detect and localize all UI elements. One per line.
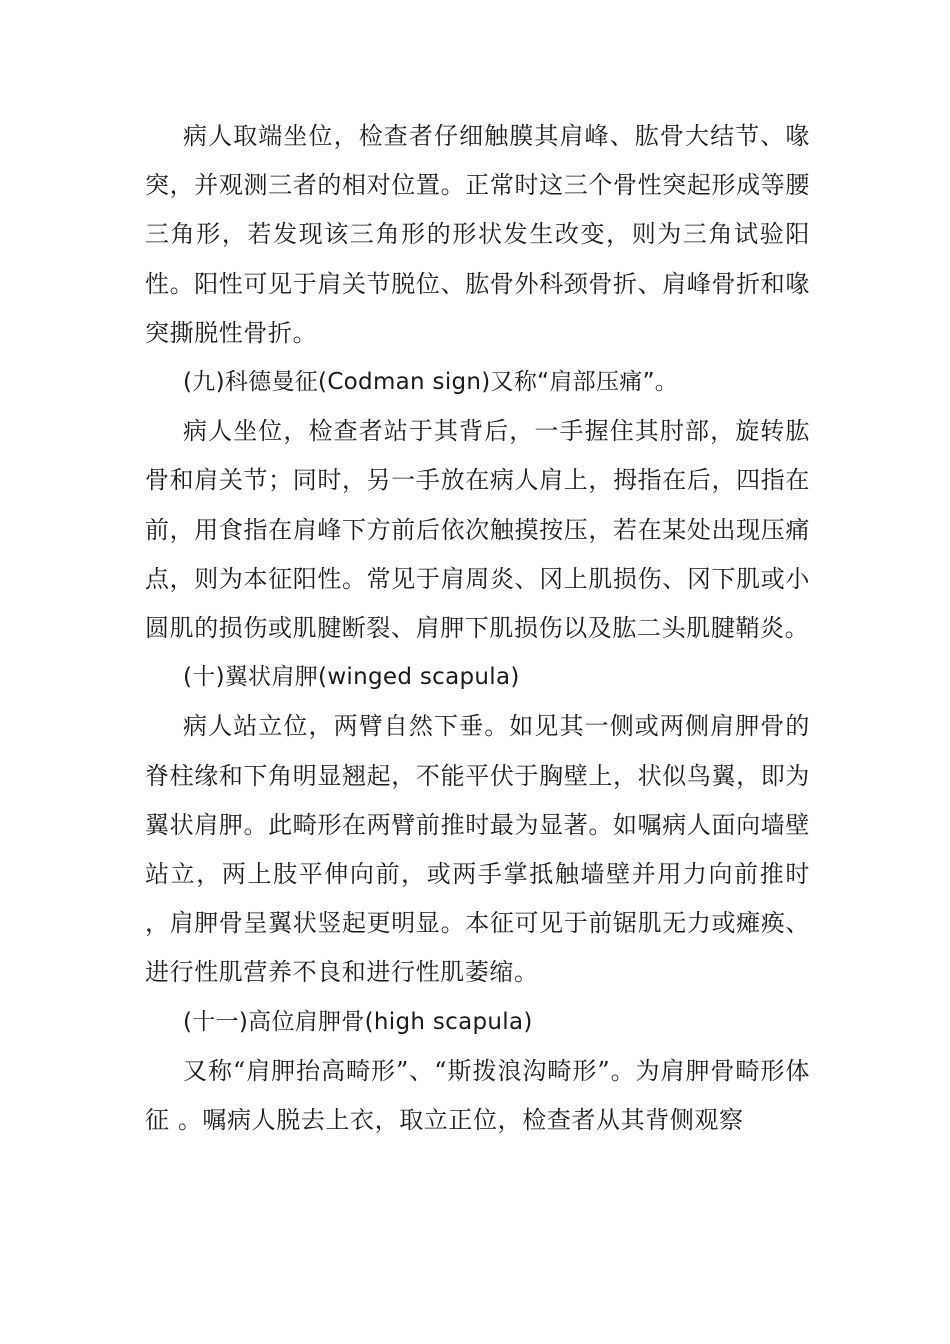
document-page [145,112,810,1145]
paragraph-triangle-test: 病人取端坐位，检查者仔细触膜其肩峰、肱骨大结节、喙突，并观测三者的相对位置。正常时这三个骨性突起形成等腰三角形，若发现该三角形的形状发生改变，则为三角试验阳性。阳性可见于肩关节脱位、肱骨外科颈骨折、肩峰骨折和喙突撕脱性骨折。 [145,122,810,347]
heading-codman-sign: (九)科德曼征(Codman sign)又称“肩部压痛”。 [183,369,679,396]
heading-winged-scapula: (十)翼状肩胛(winged scapula) [183,664,520,691]
paragraph-winged-scapula: 病人站立位，两臂自然下垂。如见其一侧或两侧肩胛骨的脊柱缘和下角明显翘起，不能平伏于胸壁上，状似鸟翼，即为翼状肩胛。此畸形在两臂前推时最为显著。如嘱病人面向墙壁站立，两上肢平伸向前，或两手掌抵触墙壁并用力向前推时 ，肩胛骨呈翼状竖起更明显。本征可见于前锯肌无力或瘫痪、进行性肌营养不良和进行性肌萎缩。 [145,712,810,987]
paragraph-codman-sign: 病人坐位，检查者站于其背后，一手握住其肘部，旋转肱骨和肩关节；同时，另一手放在病人肩上，拇指在后，四指在前，用食指在肩峰下方前后依次触摸按压，若在某处出现压痛点，则为本征阳性。常见于肩周炎、冈上肌损伤、冈下肌或小圆肌的损伤或肌腱断裂、肩胛下肌损伤以及肱二头肌腱鞘炎。 [145,417,810,643]
heading-high-scapula: (十一)高位肩胛骨(high scapula) [183,1008,533,1035]
paragraph-high-scapula: 又称“肩胛抬高畸形”、“斯拨浪沟畸形”。为肩胛骨畸形体征 。嘱病人脱去上衣，取立正位，检查者从其背侧观察 [145,1056,810,1135]
